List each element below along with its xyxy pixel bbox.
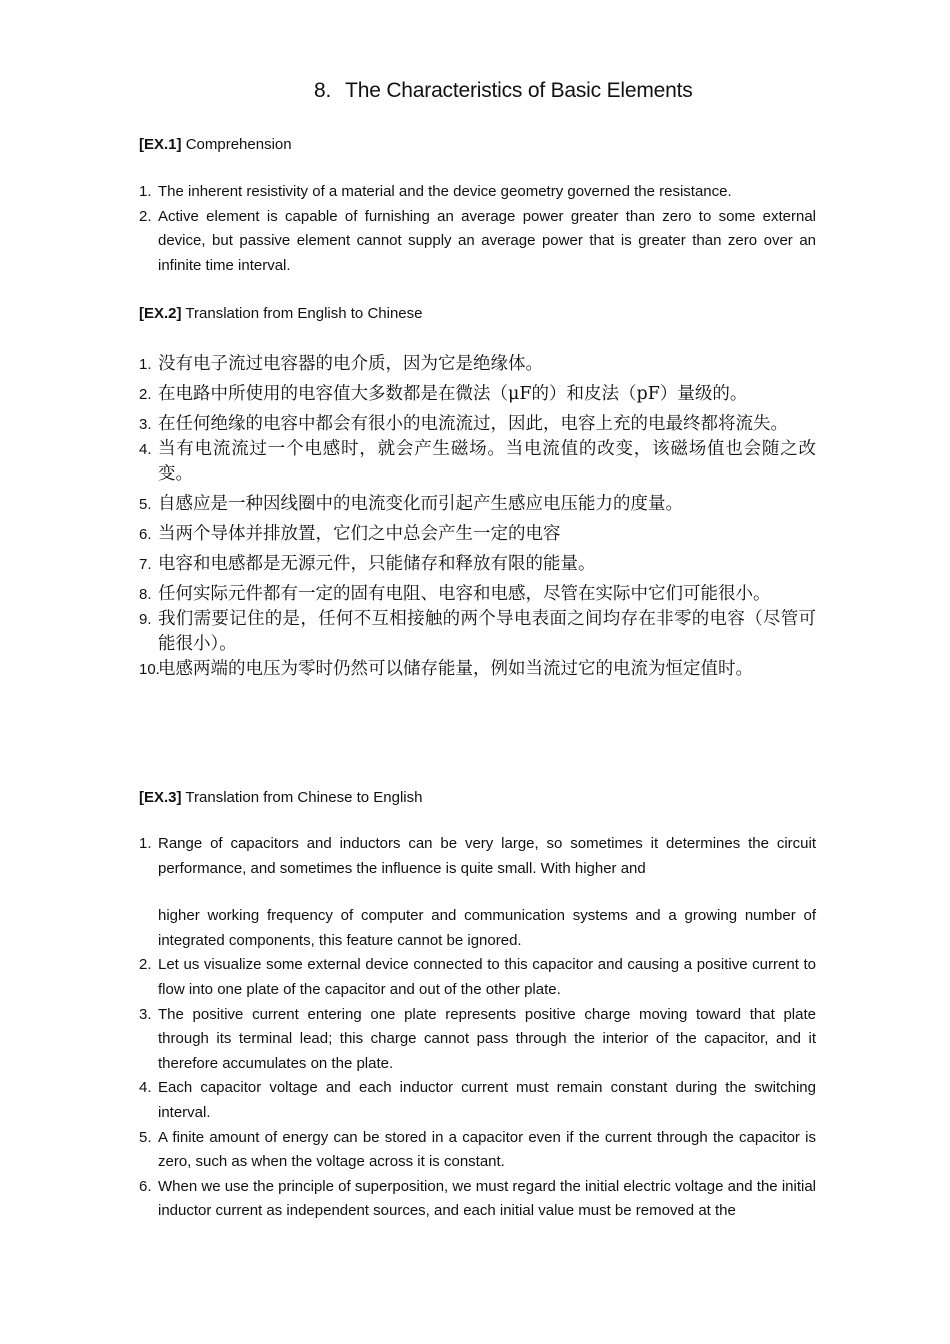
list-item [139,657,816,682]
item-number: 1. [139,356,152,373]
ex3-list [139,832,816,1224]
item-text: 电感两端的电压为零时仍然可以储存能量，例如当流过它的电流为恒定值时。 [158,659,753,679]
list-item [139,412,816,437]
ex1-title: Comprehension [185,136,292,153]
chapter-number: 8. [314,79,332,102]
item-text: A finite amount of energy can be stored in a capacitor even if the current through the capacitor is zero, such as when the voltage across it is constant. [158,1128,816,1171]
item-text: 自感应是一种因线圈中的电流变化而引起产生感应电压能力的度量。 [158,494,683,514]
ex2-tag: [EX.2] [139,305,182,322]
item-text: The inherent resistivity of a material and the device geometry governed the resistance. [158,183,732,200]
list-item [139,607,816,657]
item-number: 4. [139,441,152,458]
item-number: 5. [139,496,152,513]
item-text: Let us visualize some external device connected to this capacitor and causing a positive current to flow into one plate of the capacitor and out of the other plate. [158,956,816,998]
item-text: 当两个导体并排放置，它们之中总会产生一定的电容 [158,524,561,544]
list-item [139,582,816,607]
item-text: 当有电流流过一个电感时，就会产生磁场。当电流值的改变，该磁场值也会随之改变。 [158,439,816,484]
list-item [139,1126,816,1175]
item-text: Range of capacitors and inductors can be very large, so sometimes it determines the circuit performance, and sometimes the influence is quite small. With higher and [158,835,816,877]
ex3-tag: [EX.3] [139,789,182,806]
ex1-list [139,180,816,278]
item-text: 任何实际元件都有一定的固有电阻、电容和电感，尽管在实际中它们可能很小。 [158,584,771,604]
ex3-title: Translation from Chinese to English [185,789,423,806]
item-number: 4. [139,1079,152,1097]
ex1-heading [139,136,292,153]
item-text: 我们需要记住的是，任何不互相接触的两个导电表面之间均存在非零的电容（尽管可能很小）。 [158,609,816,654]
list-item [139,1076,816,1125]
ex2-list [139,352,816,682]
item-number: 10. [139,661,160,678]
list-item [139,352,816,377]
list-item [139,382,816,407]
item-text: 在电路中所使用的电容值大多数都是在微法（μF的）和皮法（pF）量级的。 [158,384,748,404]
list-item [139,180,816,205]
ex1-tag: [EX.1] [139,136,182,153]
item-number: 9. [139,611,152,628]
item-number: 2. [139,386,152,403]
item-text: Active element is capable of furnishing an average power greater than zero to some external device, but passive element cannot supply an average power that is greater than zero over an infinite time interval. [158,207,816,274]
item-text: 没有电子流过电容器的电介质，因为它是绝缘体。 [158,354,543,374]
item-number: 2. [139,207,152,225]
item-number: 1. [139,183,152,200]
item-text: 在任何绝缘的电容中都会有很小的电流流过，因此，电容上充的电最终都将流失。 [158,414,788,434]
item-number: 2. [139,956,152,974]
ex2-heading [139,305,422,322]
item-text: The positive current entering one plate represents positive charge moving toward that plate through its terminal lead; this charge cannot pass through the interior of the capacitor, and it therefore accumulates on the plate. [158,1005,816,1072]
list-item [139,953,816,1002]
item-number: 7. [139,556,152,573]
item-number: 3. [139,416,152,433]
item-number: 6. [139,1177,152,1195]
list-item [139,492,816,517]
ex2-title: Translation from English to Chinese [185,305,423,322]
list-item [139,552,816,577]
item-number: 5. [139,1128,152,1146]
list-item [139,1003,816,1077]
item-number: 6. [139,526,152,543]
item-number: 1. [139,835,152,852]
page-title [314,79,693,103]
ex3-heading [139,789,422,806]
item-text: 电容和电感都是无源元件，只能储存和释放有限的能量。 [158,554,596,574]
list-item [139,832,816,953]
chapter-title: The Characteristics of Basic Elements [345,79,693,102]
list-item [139,1175,816,1224]
list-item [139,205,816,279]
list-item [139,437,816,487]
item-number: 8. [139,586,152,603]
item-number: 3. [139,1005,152,1023]
item-text-continued: higher working frequency of computer and communication systems and a growing number of integrated components, this feature cannot be ignored. [158,907,816,949]
item-text: When we use the principle of superposition, we must regard the initial electric voltage and the initial inductor current as independent sources, and each initial value must be removed at the [158,1177,816,1220]
list-item [139,522,816,547]
item-text: Each capacitor voltage and each inductor current must remain constant during the switching interval. [158,1079,816,1121]
